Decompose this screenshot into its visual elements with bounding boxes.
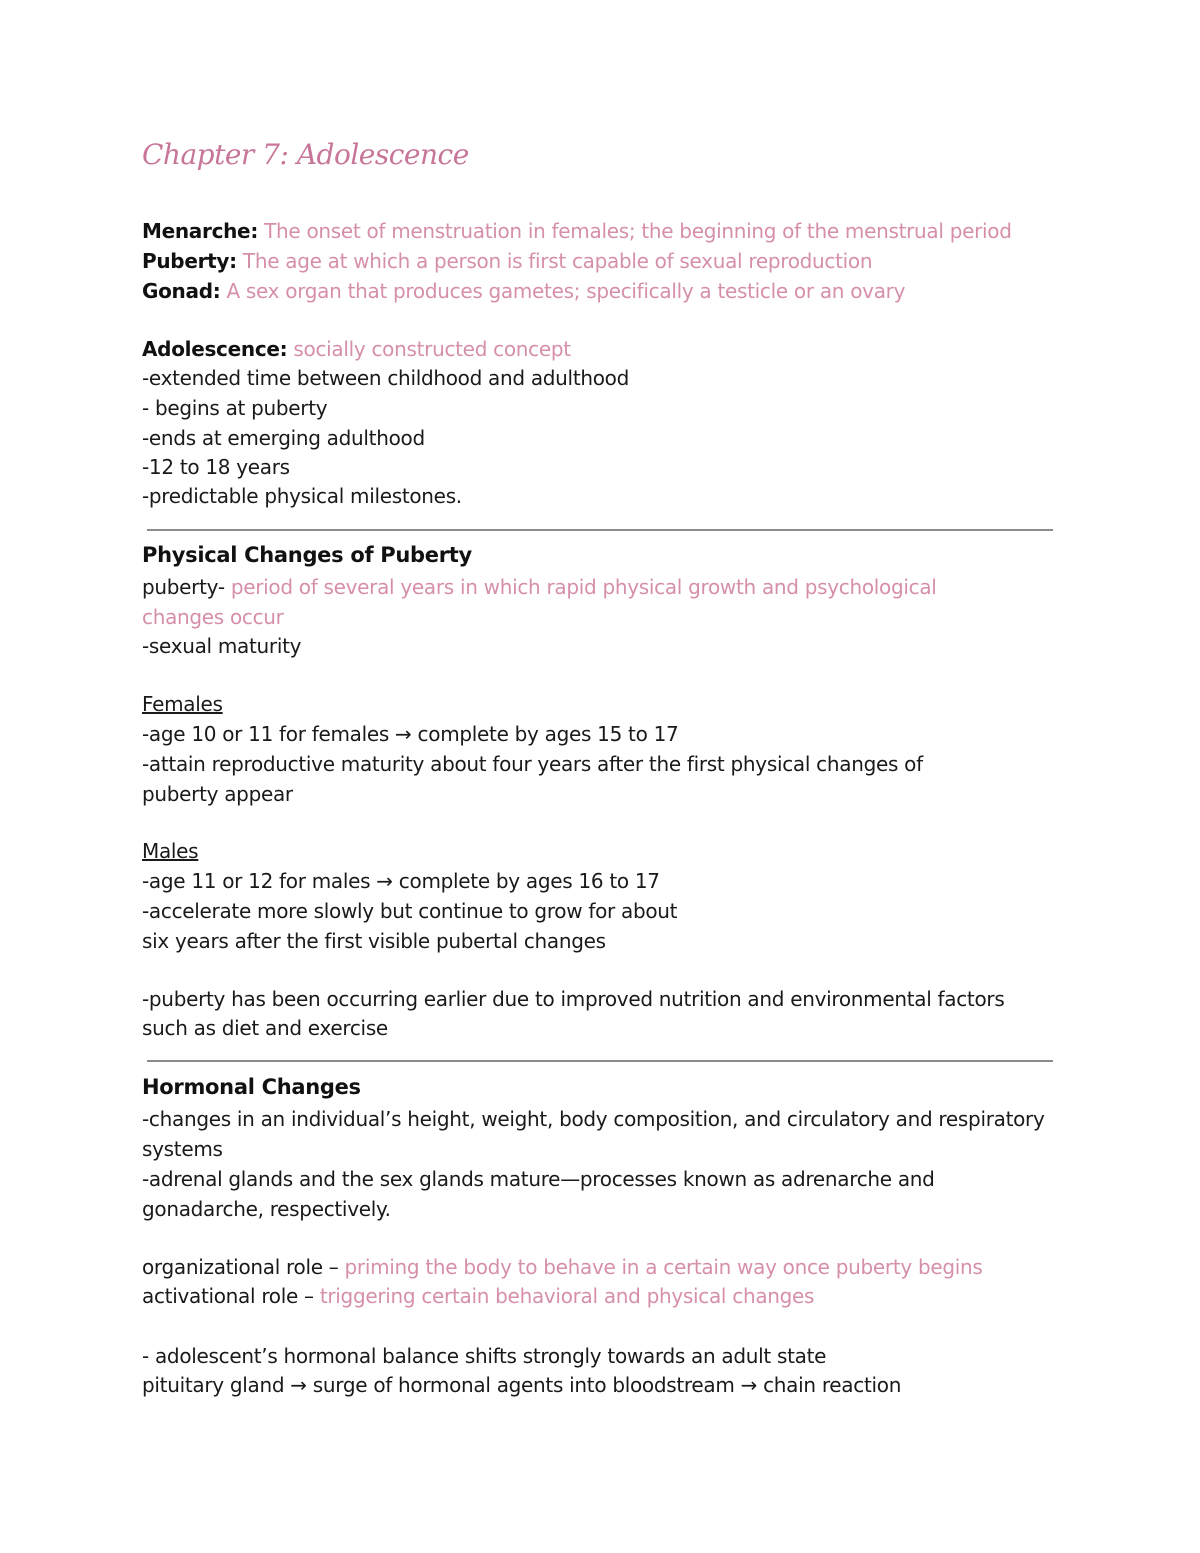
list-item: -sexual maturity [142, 634, 302, 658]
list-item: -attain reproductive maturity about four years after the first physical changes of [142, 752, 923, 776]
puberty-lead [142, 572, 937, 602]
list-item: - adolescent’s hormonal balance shifts strongly towards an adult state [142, 1344, 827, 1368]
definition-term: Puberty: [142, 249, 237, 273]
definition-puberty [142, 246, 872, 276]
list-item: six years after the first visible pubertal changes [142, 929, 606, 953]
list-item: -changes in an individual’s height, weight, body composition, and circulatory and respiratory [142, 1107, 1045, 1131]
definition-gonad [142, 276, 905, 306]
list-item: - begins at puberty [142, 396, 328, 420]
lead-text-continued: changes occur [142, 605, 284, 629]
role-label: organizational role – [142, 1255, 339, 1279]
list-item: -age 10 or 11 for females → complete by ages 15 to 17 [142, 722, 679, 746]
list-item: pituitary gland → surge of hormonal agents into bloodstream → chain reaction [142, 1373, 902, 1397]
list-item: such as diet and exercise [142, 1016, 388, 1040]
adolescence-definition [142, 334, 571, 364]
list-item: -adrenal glands and the sex glands mature—processes known as adrenarche and [142, 1167, 935, 1191]
lead-term: puberty- [142, 575, 225, 599]
subheading-males: Males [142, 839, 199, 863]
role-label: activational role – [142, 1284, 314, 1308]
list-item: -12 to 18 years [142, 455, 290, 479]
section-heading-physical: Physical Changes of Puberty [142, 543, 472, 567]
list-item: -accelerate more slowly but continue to grow for about [142, 899, 678, 923]
page-title: Chapter 7: Adolescence [142, 138, 469, 171]
definition-text: socially constructed concept [293, 337, 571, 361]
definition-text: A sex organ that produces gametes; specifically a testicle or an ovary [226, 279, 906, 303]
lead-text: period of several years in which rapid physical growth and psychological [230, 575, 937, 599]
section-divider [147, 1060, 1053, 1062]
list-item: -predictable physical milestones. [142, 484, 462, 508]
subheading-females: Females [142, 692, 223, 716]
definition-term: Gonad: [142, 279, 221, 303]
list-item: puberty appear [142, 782, 293, 806]
definition-text: The onset of menstruation in females; the beginning of the menstrual period [264, 219, 1012, 243]
list-item: systems [142, 1137, 223, 1161]
role-activational [142, 1281, 814, 1311]
definition-term: Adolescence: [142, 337, 288, 361]
role-text: priming the body to behave in a certain way once puberty begins [344, 1255, 983, 1279]
list-item: -age 11 or 12 for males → complete by ages 16 to 17 [142, 869, 660, 893]
definition-term: Menarche: [142, 219, 259, 243]
list-item: -extended time between childhood and adulthood [142, 366, 630, 390]
section-divider [147, 529, 1053, 531]
role-organizational [142, 1252, 983, 1282]
definition-text: The age at which a person is first capable of sexual reproduction [242, 249, 873, 273]
list-item: gonadarche, respectively. [142, 1197, 391, 1221]
section-heading-hormonal: Hormonal Changes [142, 1075, 361, 1099]
role-text: triggering certain behavioral and physical changes [319, 1284, 815, 1308]
list-item: -puberty has been occurring earlier due to improved nutrition and environmental factors [142, 987, 1005, 1011]
definition-menarche [142, 216, 1012, 246]
list-item: -ends at emerging adulthood [142, 426, 425, 450]
